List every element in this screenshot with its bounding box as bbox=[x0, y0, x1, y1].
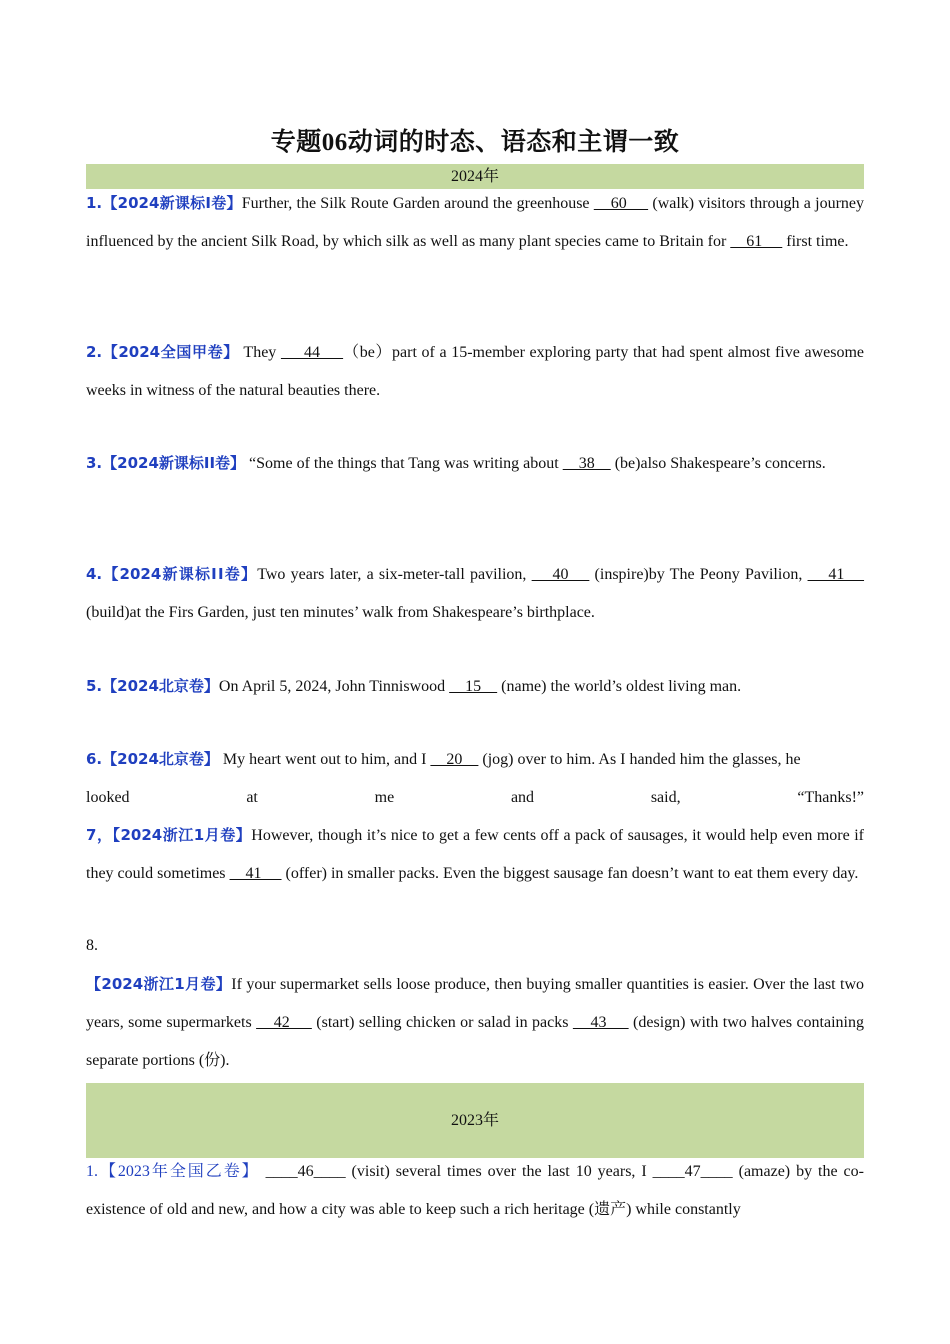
question-number: 8. bbox=[86, 937, 98, 954]
answer-blank[interactable]: 44 bbox=[280, 344, 344, 361]
question-source-tag: 1.【2023年全国乙卷】 bbox=[86, 1163, 260, 1180]
answer-blank[interactable]: 60 bbox=[593, 195, 649, 212]
word: looked bbox=[86, 789, 130, 806]
question-text: first time. bbox=[782, 233, 849, 250]
question-text: On April 5, 2024, John Tinniswood bbox=[218, 678, 450, 695]
question-1 bbox=[86, 184, 864, 261]
question-text: (build)at the Firs Garden, just ten minutes’ walk from Shakespeare’s birthplace. bbox=[86, 604, 595, 621]
year-band-2023 bbox=[86, 1083, 864, 1158]
question-5 bbox=[86, 667, 864, 706]
question-text: (walk) visitors through a journey influenced by the ancient Silk Road, by which silk as well as many plant species came to Britain for bbox=[86, 195, 865, 250]
question-8 bbox=[86, 965, 864, 1080]
word: and bbox=[510, 789, 535, 806]
question-source-tag: 7，【2024浙江1月卷】 bbox=[86, 826, 252, 844]
answer-blank[interactable]: 42 bbox=[256, 1014, 312, 1031]
question-text: ____46____ (visit) several times over the last 10 years, I ____47____ (amaze) by the co-existence of old and new, and how a city was able to keep such a rich heritage (遗产) while constantly bbox=[86, 1163, 864, 1218]
question-text: My heart went out to him, and I bbox=[218, 751, 431, 768]
answer-blank[interactable]: 43 bbox=[572, 1014, 629, 1031]
question-text: (design) with two halves containing separate portions (份). bbox=[86, 1014, 864, 1069]
question-text: (inspire)by The Peony Pavilion, bbox=[589, 566, 808, 583]
word: at bbox=[246, 789, 258, 806]
question-text: Two years later, a six-meter-tall pavilion, bbox=[257, 566, 532, 583]
question-8-number bbox=[86, 927, 864, 965]
question-text: (be)also Shakespeare’s concerns. bbox=[610, 455, 826, 472]
question-2 bbox=[86, 333, 864, 410]
question-6 bbox=[86, 740, 864, 817]
word: “Thanks!” bbox=[797, 789, 864, 806]
question-source-tag: 1.【2024新课标Ⅰ卷】 bbox=[86, 194, 242, 212]
question-7 bbox=[86, 816, 864, 893]
question-source-tag: 4.【2024新课标ⅠⅠ卷】 bbox=[86, 565, 258, 583]
question-line bbox=[86, 740, 864, 779]
answer-blank[interactable]: 20 bbox=[430, 751, 479, 768]
question-2023-1 bbox=[86, 1153, 864, 1229]
answer-blank[interactable]: 61 bbox=[730, 233, 783, 250]
answer-blank[interactable]: 38 bbox=[562, 455, 611, 472]
question-line-justified bbox=[86, 779, 864, 817]
question-text: (jog) over to him. As I handed him the glasses, he bbox=[478, 751, 801, 768]
question-text: If your supermarket sells loose produce, then buying smaller quantities is easier. Over the last two years, some supermarkets bbox=[86, 976, 865, 1031]
question-text: (offer) in smaller packs. Even the biggest sausage fan doesn’t want to eat them every day. bbox=[281, 865, 859, 882]
answer-blank[interactable]: 41 bbox=[807, 566, 865, 583]
year-label: 2024年 bbox=[450, 168, 499, 185]
page-title: 专题06动词的时态、语态和主谓一致 bbox=[270, 129, 680, 156]
question-text: However, though it’s nice to get a few cents off a pack of sausages, it would help even more if they could sometimes bbox=[86, 827, 864, 882]
question-text: (start) selling chicken or salad in packs bbox=[311, 1014, 573, 1031]
question-source-tag: 3.【2024新课标ⅠⅠ卷】 bbox=[86, 454, 246, 472]
answer-blank[interactable]: 15 bbox=[449, 678, 498, 695]
question-source-tag: 2.【2024全国甲卷】 bbox=[86, 343, 239, 361]
word: me bbox=[374, 789, 395, 806]
question-text: （be）part of a 15-member exploring party that had spent almost five awesome weeks in witness of the natural beauties there. bbox=[86, 344, 865, 399]
question-text: “Some of the things that Tang was writing about bbox=[245, 455, 563, 472]
question-text: (name) the world’s oldest living man. bbox=[497, 678, 742, 695]
year-label: 2023年 bbox=[450, 1112, 499, 1129]
word: said, bbox=[650, 789, 681, 806]
answer-blank[interactable]: 41 bbox=[229, 865, 282, 882]
question-text: They bbox=[238, 344, 281, 361]
question-text: Further, the Silk Route Garden around the greenhouse bbox=[241, 195, 594, 212]
question-source-tag: 【2024浙江1月卷】 bbox=[86, 975, 232, 993]
question-4 bbox=[86, 555, 864, 632]
question-3 bbox=[86, 444, 864, 483]
answer-blank[interactable]: 40 bbox=[531, 566, 590, 583]
question-source-tag: 5.【2024北京卷】 bbox=[86, 677, 219, 695]
question-source-tag: 6.【2024北京卷】 bbox=[86, 750, 219, 768]
